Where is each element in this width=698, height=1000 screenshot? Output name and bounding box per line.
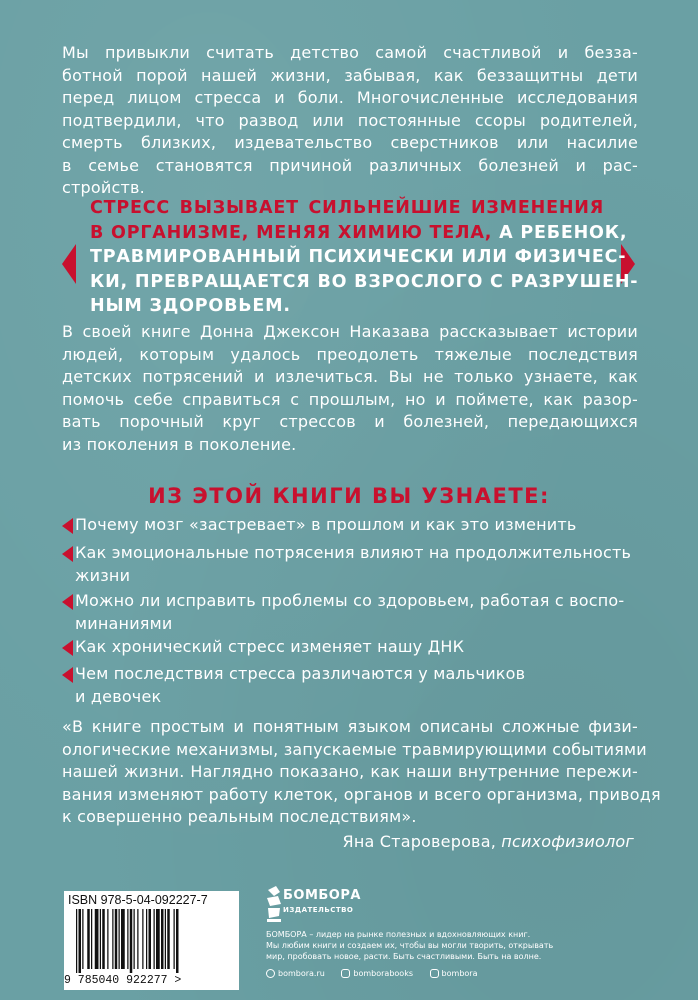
callout-line: ТРАВМИРОВАННЫЙ ПСИХИЧЕСКИ ИЛИ ФИЗИЧЕС- (90, 247, 627, 267)
vk-telegram-icon (430, 969, 439, 978)
publisher-line: мир, пробовать новое, расти. Быть счастливыми. Быть на волне. (266, 952, 542, 961)
callout-line: КИ, ПРЕВРАЩАЕТСЯ ВО ВЗРОСЛОГО С РАЗРУШЕН- (90, 271, 639, 292)
bullet-text (75, 590, 635, 635)
publisher-logo-word: БОМБОРА (283, 888, 361, 903)
callout-line: СТРЕСС ВЫЗЫВАЕТ СИЛЬНЕЙШИЕ ИЗМЕНЕНИЯ (90, 198, 604, 218)
isbn-text: ISBN 978-5-04-092227-7 (68, 893, 208, 907)
attribution-name: Яна Староверова (342, 832, 491, 851)
bullet-triangle-icon (62, 594, 73, 610)
bullet-text (75, 636, 635, 659)
callout-left-triangle-icon (62, 244, 76, 284)
bullet-triangle-icon (62, 546, 73, 562)
intro-line: стройств. (62, 178, 145, 197)
quote-line: нашей жизни. Наглядно показано, как наши внутренние пережи- (62, 762, 638, 781)
quote-line: ологические механизмы, запускаемые травмирующими событиями (62, 739, 647, 759)
bullet-text (75, 542, 635, 587)
bullet-line: Можно ли исправить проблемы со здоровьем, работая с воспо- (75, 591, 625, 610)
bullet-line: Чем последствия стресса различаются у мальчиков (75, 664, 526, 683)
story-line: из поколения в поколение. (62, 434, 297, 454)
story-line: детских потрясений и излечиться. Вы не только узнаете, как (62, 367, 638, 386)
review-quote (62, 716, 661, 829)
callout-quote (90, 196, 639, 319)
callout-red-text: В ОРГАНИЗМЕ, МЕНЯЯ ХИМИЮ ТЕЛА, (90, 222, 493, 243)
callout-line (90, 221, 628, 246)
bullet-line: Почему мозг «застревает» в прошлом и как это изменить (75, 515, 577, 534)
social-label: bombora (441, 969, 478, 978)
quote-attribution: Яна Староверова, психофизиолог (342, 832, 634, 851)
callout-white-text: А РЕБЕНОК, (492, 222, 628, 243)
publisher-socials (266, 969, 491, 978)
callout-line: НЫМ ЗДОРОВЬЕМ. (90, 296, 291, 316)
intro-line: ботной порой нашей жизни, забывая, как беззащитны дети (62, 65, 638, 85)
social-label: bombora.ru (278, 969, 325, 978)
story-line: В своей книге Донна Джексон Наказава рассказывает истории (62, 322, 638, 341)
social-label: bomborabooks (353, 969, 413, 978)
publisher-line: Мы любим книги и создаем их, чтобы вы могли творить, открывать (266, 941, 554, 950)
intro-line: перед лицом стресса и боли. Многочисленные исследования (62, 88, 638, 107)
story-line: людей, которым удалось преодолеть тяжелые последствия (62, 344, 638, 364)
instagram-icon (341, 969, 350, 978)
intro-line: в семье становятся причиной различных болезней и рас- (62, 155, 638, 175)
bullet-triangle-icon (62, 640, 73, 656)
quote-line: вания изменяют работу клеток, органов и всего организма, приводя (62, 784, 661, 804)
social-vk-telegram[interactable] (430, 969, 478, 978)
bullet-line: жизни (75, 565, 131, 585)
publisher-logo-subtitle: ИЗДАТЕЛЬСТВО (283, 906, 354, 914)
section-heading: ИЗ ЭТОЙ КНИГИ ВЫ УЗНАЕТЕ: (148, 484, 550, 508)
barcode-number: 9 785040 922277 > (64, 974, 182, 987)
publisher-blurb (266, 929, 636, 962)
globe-icon (266, 969, 275, 978)
attribution-role: психофизиолог (501, 832, 634, 851)
intro-paragraph (62, 42, 638, 200)
story-line: вать порочный круг стрессов и болезней, передающихся (62, 412, 638, 431)
bullet-line: и девочек (75, 686, 162, 706)
intro-line: Мы привыкли считать детство самой счастливой и безза- (62, 43, 638, 62)
quote-line: «В книге простым и понятным языком описаны сложные физи- (62, 717, 638, 736)
bullet-triangle-icon (62, 518, 73, 534)
bullet-line: Как эмоциональные потрясения влияют на продолжительность (75, 543, 632, 562)
publisher-line: БОМБОРА – лидер на рынке полезных и вдохновляющих книг. (266, 930, 531, 939)
intro-line: смерть близких, издевательство сверстников или насилие (62, 133, 638, 152)
social-website[interactable] (266, 969, 325, 978)
intro-line: подтвердили, что развод или постоянные ссоры родителей, (62, 110, 638, 130)
story-line: помочь себе справиться с прошлым, но и поймете, как разор- (62, 389, 638, 409)
quote-line: к совершенно реальным последствиям». (62, 807, 417, 826)
barcode-panel (64, 891, 239, 990)
social-instagram[interactable] (341, 969, 413, 978)
bullet-text (75, 663, 635, 708)
story-paragraph (62, 321, 638, 456)
bombora-logo-icon (266, 884, 282, 924)
bullet-text (75, 514, 635, 537)
bullet-line: Как хронический стресс изменяет нашу ДНК (75, 637, 465, 656)
barcode-icon (76, 909, 228, 973)
bullet-triangle-icon (62, 667, 73, 683)
bullet-line: минаниями (75, 613, 173, 633)
